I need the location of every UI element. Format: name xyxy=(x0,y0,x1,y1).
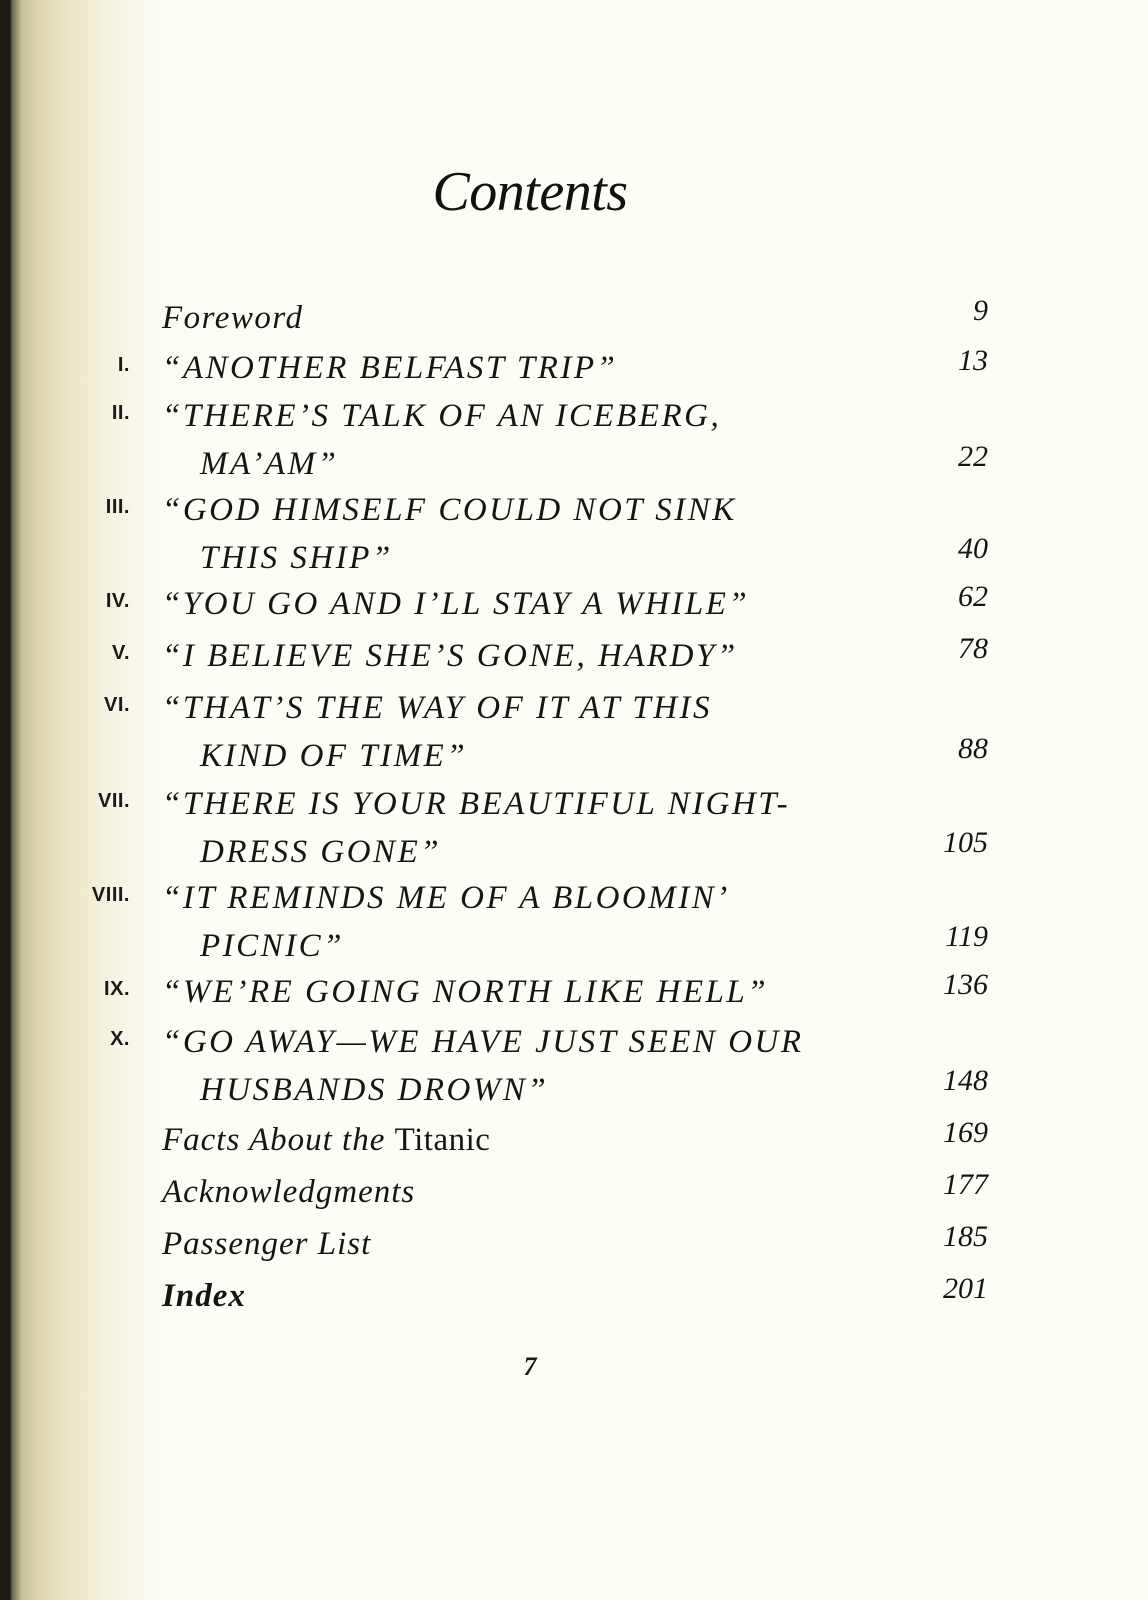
entry-title-line-1: “THERE’S TALK OF AN ICEBERG, xyxy=(162,398,722,434)
entry-page-number: 9 xyxy=(973,294,988,327)
entry-title xyxy=(162,1122,490,1159)
chapter-numeral: I. xyxy=(117,354,130,376)
entry-title-line-2: DRESS GONE” xyxy=(200,834,442,870)
entry-title-line-2: MA’AM” xyxy=(200,446,339,482)
entry-title-line-1: “GOD HIMSELF COULD NOT SINK xyxy=(162,492,737,528)
chapter-numeral: VI. xyxy=(104,694,130,716)
entry-page-number: 169 xyxy=(943,1116,988,1149)
entry-title-line-1: “IT REMINDS ME OF A BLOOMIN’ xyxy=(162,880,730,916)
entry-title-line-2: PICNIC” xyxy=(200,928,345,964)
chapter-numeral: X. xyxy=(110,1028,130,1050)
entry-title-line-2: THIS SHIP” xyxy=(200,540,393,576)
entry-page-number: 201 xyxy=(943,1272,988,1305)
entry-page-number: 177 xyxy=(943,1168,988,1201)
entry-title: Acknowledgments xyxy=(162,1174,416,1210)
entry-title-line-1: “GO AWAY—WE HAVE JUST SEEN OUR xyxy=(162,1024,804,1060)
entry-title: “I BELIEVE SHE’S GONE, HARDY” xyxy=(162,638,738,674)
chapter-numeral: IX. xyxy=(104,978,130,1000)
entry-page-number: 62 xyxy=(958,580,988,613)
page-title: Contents xyxy=(432,161,628,223)
entry-title: Foreword xyxy=(162,300,304,336)
entry-title: “ANOTHER BELFAST TRIP” xyxy=(162,350,618,386)
entry-title-line-2: HUSBANDS DROWN” xyxy=(200,1072,549,1108)
entry-title-italic: Facts About the xyxy=(162,1122,386,1158)
entry-page-number: 88 xyxy=(958,732,988,765)
entry-title-line-2: KIND OF TIME” xyxy=(200,738,468,774)
entry-page-number: 119 xyxy=(945,920,988,953)
entry-page-number: 78 xyxy=(958,632,988,665)
entry-page-number: 13 xyxy=(958,344,988,377)
entry-page-number: 136 xyxy=(943,968,988,1001)
chapter-numeral: V. xyxy=(111,642,130,664)
entry-page-number: 185 xyxy=(943,1220,988,1253)
chapter-numeral: III. xyxy=(105,496,130,518)
chapter-numeral: II. xyxy=(111,402,130,424)
entry-title: Passenger List xyxy=(162,1226,372,1262)
entry-title-upright: Titanic xyxy=(394,1122,491,1158)
entry-title-line-1: “THERE IS YOUR BEAUTIFUL NIGHT- xyxy=(162,786,791,822)
entry-page-number: 105 xyxy=(943,826,988,859)
entry-page-number: 22 xyxy=(958,440,988,473)
chapter-numeral: VIII. xyxy=(91,884,130,906)
entry-title: “YOU GO AND I’LL STAY A WHILE” xyxy=(162,586,750,622)
entry-title: Index xyxy=(162,1278,246,1314)
entry-title-line-1: “THAT’S THE WAY OF IT AT THIS xyxy=(162,690,713,726)
chapter-numeral: IV. xyxy=(105,590,130,612)
entry-title: “WE’RE GOING NORTH LIKE HELL” xyxy=(162,974,769,1010)
page-folio: 7 xyxy=(523,1352,537,1381)
entry-page-number: 148 xyxy=(943,1064,988,1097)
entry-page-number: 40 xyxy=(958,532,988,565)
chapter-numeral: VII. xyxy=(97,790,130,812)
